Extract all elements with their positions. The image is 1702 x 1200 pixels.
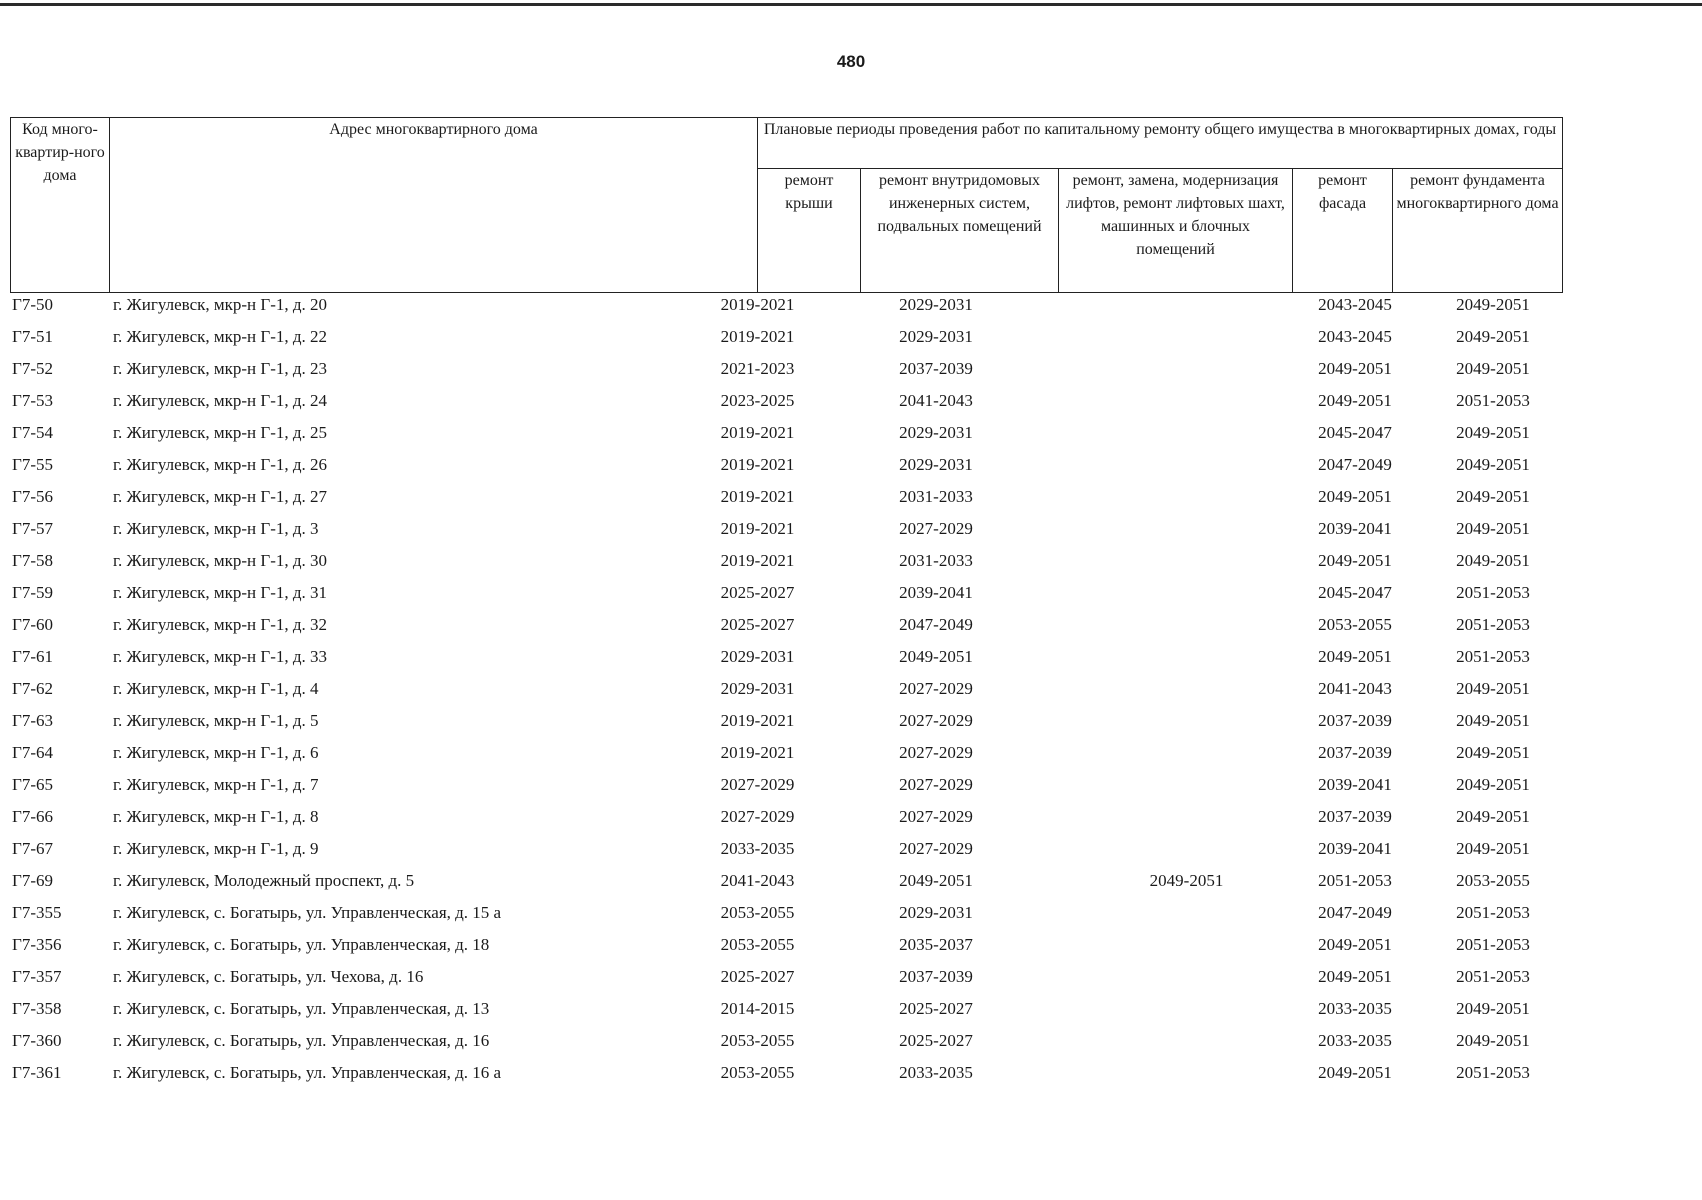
table-row bbox=[10, 547, 1562, 579]
cell-code: Г7-67 bbox=[12, 839, 53, 858]
cell-facade: 2049-2051 bbox=[1318, 1063, 1392, 1082]
cell-roof: 2053-2055 bbox=[720, 903, 795, 922]
cell-facade: 2049-2051 bbox=[1318, 967, 1392, 986]
cell-systems: 2047-2049 bbox=[899, 615, 973, 634]
cell-address: г. Жигулевск, мкр-н Г-1, д. 23 bbox=[113, 359, 328, 378]
cell-foundation: 2051-2053 bbox=[1456, 647, 1530, 666]
header-systems: ремонт внутридомовых инженерных систем, подвальных помещений bbox=[861, 169, 1059, 293]
table-header bbox=[10, 117, 1563, 293]
cell-foundation: 2049-2051 bbox=[1456, 743, 1530, 762]
cell-code: Г7-52 bbox=[12, 359, 53, 378]
cell-systems: 2049-2051 bbox=[899, 647, 973, 666]
cell-facade: 2049-2051 bbox=[1318, 551, 1392, 570]
cell-address: г. Жигулевск, с. Богатырь, ул. Управленческая, д. 15 а bbox=[113, 903, 502, 922]
cell-systems: 2037-2039 bbox=[899, 359, 973, 378]
cell-systems: 2027-2029 bbox=[899, 679, 973, 698]
cell-address: г. Жигулевск, мкр-н Г-1, д. 20 bbox=[113, 295, 328, 314]
cell-code: Г7-50 bbox=[12, 295, 53, 314]
cell-systems: 2027-2029 bbox=[899, 743, 973, 762]
table-row bbox=[10, 931, 1562, 963]
cell-foundation: 2049-2051 bbox=[1456, 551, 1530, 570]
cell-code: Г7-53 bbox=[12, 391, 53, 410]
cell-address: г. Жигулевск, мкр-н Г-1, д. 4 bbox=[113, 679, 319, 698]
table-row bbox=[10, 291, 1562, 323]
cell-systems: 2027-2029 bbox=[899, 711, 973, 730]
cell-foundation: 2049-2051 bbox=[1456, 423, 1530, 442]
table-row bbox=[10, 675, 1562, 707]
table-row bbox=[10, 899, 1562, 931]
cell-address: г. Жигулевск, мкр-н Г-1, д. 31 bbox=[113, 583, 328, 602]
header-roof: ремонт крыши bbox=[758, 169, 861, 293]
page-number: 480 bbox=[836, 52, 866, 71]
cell-code: Г7-63 bbox=[12, 711, 53, 730]
cell-roof: 2053-2055 bbox=[720, 1063, 795, 1082]
cell-address: г. Жигулевск, с. Богатырь, ул. Управленческая, д. 13 bbox=[113, 999, 490, 1018]
cell-foundation: 2049-2051 bbox=[1456, 775, 1530, 794]
cell-code: Г7-357 bbox=[12, 967, 62, 986]
cell-facade: 2049-2051 bbox=[1318, 487, 1392, 506]
cell-roof: 2053-2055 bbox=[720, 935, 795, 954]
cell-facade: 2043-2045 bbox=[1318, 327, 1392, 346]
cell-foundation: 2051-2053 bbox=[1456, 1063, 1530, 1082]
cell-facade: 2051-2053 bbox=[1318, 871, 1392, 890]
cell-roof: 2019-2021 bbox=[720, 487, 795, 506]
cell-facade: 2041-2043 bbox=[1318, 679, 1392, 698]
cell-address: г. Жигулевск, мкр-н Г-1, д. 26 bbox=[113, 455, 328, 474]
cell-foundation: 2049-2051 bbox=[1456, 807, 1530, 826]
cell-code: Г7-69 bbox=[12, 871, 53, 890]
header-foundation: ремонт фундамента многоквартирного дома bbox=[1393, 169, 1563, 293]
cell-code: Г7-64 bbox=[12, 743, 53, 762]
cell-foundation: 2051-2053 bbox=[1456, 935, 1530, 954]
table-row bbox=[10, 387, 1562, 419]
cell-facade: 2039-2041 bbox=[1318, 839, 1392, 858]
cell-systems: 2039-2041 bbox=[899, 583, 973, 602]
cell-systems: 2029-2031 bbox=[899, 423, 973, 442]
table-row bbox=[10, 707, 1562, 739]
cell-address: г. Жигулевск, с. Богатырь, ул. Управленческая, д. 16 bbox=[113, 1031, 490, 1050]
cell-facade: 2047-2049 bbox=[1318, 903, 1392, 922]
cell-foundation: 2051-2053 bbox=[1456, 615, 1530, 634]
cell-foundation: 2049-2051 bbox=[1456, 679, 1530, 698]
cell-address: г. Жигулевск, мкр-н Г-1, д. 22 bbox=[113, 327, 328, 346]
cell-address: г. Жигулевск, мкр-н Г-1, д. 24 bbox=[113, 391, 328, 410]
table-row bbox=[10, 355, 1562, 387]
cell-facade: 2045-2047 bbox=[1318, 583, 1392, 602]
cell-roof: 2019-2021 bbox=[720, 743, 795, 762]
cell-facade: 2049-2051 bbox=[1318, 647, 1392, 666]
cell-facade: 2037-2039 bbox=[1318, 807, 1392, 826]
cell-systems: 2035-2037 bbox=[899, 935, 973, 954]
cell-systems: 2031-2033 bbox=[899, 487, 973, 506]
cell-address: г. Жигулевск, мкр-н Г-1, д. 25 bbox=[113, 423, 328, 442]
cell-facade: 2037-2039 bbox=[1318, 743, 1392, 762]
table-row bbox=[10, 995, 1562, 1027]
cell-foundation: 2049-2051 bbox=[1456, 711, 1530, 730]
cell-systems: 2029-2031 bbox=[899, 327, 973, 346]
table-row bbox=[10, 835, 1562, 867]
cell-foundation: 2049-2051 bbox=[1456, 295, 1530, 314]
header-lifts: ремонт, замена, модернизация лифтов, ремонт лифтовых шахт, машинных и блочных помещений bbox=[1059, 169, 1293, 293]
cell-code: Г7-358 bbox=[12, 999, 62, 1018]
cell-roof: 2025-2027 bbox=[720, 967, 795, 986]
cell-facade: 2043-2045 bbox=[1318, 295, 1392, 314]
cell-code: Г7-356 bbox=[12, 935, 62, 954]
cell-roof: 2019-2021 bbox=[720, 519, 795, 538]
header-code: Код много-квартир-ного дома bbox=[11, 118, 110, 293]
cell-roof: 2033-2035 bbox=[720, 839, 795, 858]
cell-address: г. Жигулевск, мкр-н Г-1, д. 9 bbox=[113, 839, 319, 858]
table-body bbox=[10, 291, 1562, 1091]
cell-roof: 2019-2021 bbox=[720, 551, 795, 570]
table-row bbox=[10, 803, 1562, 835]
cell-foundation: 2051-2053 bbox=[1456, 967, 1530, 986]
cell-foundation: 2049-2051 bbox=[1456, 455, 1530, 474]
cell-facade: 2047-2049 bbox=[1318, 455, 1392, 474]
cell-code: Г7-58 bbox=[12, 551, 53, 570]
cell-systems: 2041-2043 bbox=[899, 391, 973, 410]
cell-foundation: 2049-2051 bbox=[1456, 327, 1530, 346]
cell-code: Г7-66 bbox=[12, 807, 53, 826]
cell-facade: 2049-2051 bbox=[1318, 359, 1392, 378]
cell-foundation: 2049-2051 bbox=[1456, 359, 1530, 378]
cell-systems: 2027-2029 bbox=[899, 519, 973, 538]
cell-roof: 2019-2021 bbox=[720, 295, 795, 314]
cell-address: г. Жигулевск, мкр-н Г-1, д. 32 bbox=[113, 615, 328, 634]
cell-address: г. Жигулевск, мкр-н Г-1, д. 8 bbox=[113, 807, 319, 826]
cell-foundation: 2053-2055 bbox=[1456, 871, 1530, 890]
cell-address: г. Жигулевск, мкр-н Г-1, д. 30 bbox=[113, 551, 328, 570]
cell-systems: 2029-2031 bbox=[899, 903, 973, 922]
cell-foundation: 2051-2053 bbox=[1456, 583, 1530, 602]
cell-facade: 2053-2055 bbox=[1318, 615, 1392, 634]
cell-facade: 2039-2041 bbox=[1318, 519, 1392, 538]
cell-roof: 2019-2021 bbox=[720, 423, 795, 442]
cell-roof: 2029-2031 bbox=[720, 679, 795, 698]
cell-address: г. Жигулевск, с. Богатырь, ул. Чехова, д. 16 bbox=[113, 967, 424, 986]
cell-systems: 2027-2029 bbox=[899, 775, 973, 794]
cell-foundation: 2049-2051 bbox=[1456, 519, 1530, 538]
cell-facade: 2033-2035 bbox=[1318, 1031, 1392, 1050]
table-row bbox=[10, 771, 1562, 803]
cell-facade: 2045-2047 bbox=[1318, 423, 1392, 442]
cell-roof: 2025-2027 bbox=[720, 583, 795, 602]
cell-roof: 2025-2027 bbox=[720, 615, 795, 634]
cell-systems: 2029-2031 bbox=[899, 455, 973, 474]
cell-code: Г7-57 bbox=[12, 519, 53, 538]
cell-systems: 2027-2029 bbox=[899, 807, 973, 826]
cell-address: г. Жигулевск, мкр-н Г-1, д. 27 bbox=[113, 487, 328, 506]
cell-facade: 2049-2051 bbox=[1318, 935, 1392, 954]
cell-lifts: 2049-2051 bbox=[1149, 871, 1224, 890]
cell-address: г. Жигулевск, мкр-н Г-1, д. 5 bbox=[113, 711, 319, 730]
cell-code: Г7-360 bbox=[12, 1031, 62, 1050]
cell-foundation: 2049-2051 bbox=[1456, 999, 1530, 1018]
cell-facade: 2037-2039 bbox=[1318, 711, 1392, 730]
cell-roof: 2019-2021 bbox=[720, 455, 795, 474]
cell-roof: 2027-2029 bbox=[720, 775, 795, 794]
header-address: Адрес многоквартирного дома bbox=[110, 118, 758, 293]
table-row bbox=[10, 579, 1562, 611]
cell-roof: 2019-2021 bbox=[720, 711, 795, 730]
cell-foundation: 2049-2051 bbox=[1456, 487, 1530, 506]
cell-foundation: 2049-2051 bbox=[1456, 839, 1530, 858]
cell-foundation: 2049-2051 bbox=[1456, 1031, 1530, 1050]
cell-code: Г7-59 bbox=[12, 583, 53, 602]
cell-systems: 2025-2027 bbox=[899, 999, 973, 1018]
cell-address: г. Жигулевск, мкр-н Г-1, д. 7 bbox=[113, 775, 319, 794]
cell-facade: 2049-2051 bbox=[1318, 391, 1392, 410]
cell-foundation: 2051-2053 bbox=[1456, 391, 1530, 410]
cell-code: Г7-51 bbox=[12, 327, 53, 346]
table-row bbox=[10, 419, 1562, 451]
cell-roof: 2027-2029 bbox=[720, 807, 795, 826]
table-row bbox=[10, 1059, 1562, 1091]
cell-code: Г7-61 bbox=[12, 647, 53, 666]
cell-address: г. Жигулевск, Молодежный проспект, д. 5 bbox=[113, 871, 415, 890]
cell-systems: 2049-2051 bbox=[899, 871, 973, 890]
cell-address: г. Жигулевск, мкр-н Г-1, д. 3 bbox=[113, 519, 319, 538]
cell-facade: 2039-2041 bbox=[1318, 775, 1392, 794]
cell-systems: 2025-2027 bbox=[899, 1031, 973, 1050]
table-row bbox=[10, 515, 1562, 547]
table-row bbox=[10, 323, 1562, 355]
cell-systems: 2037-2039 bbox=[899, 967, 973, 986]
cell-systems: 2027-2029 bbox=[899, 839, 973, 858]
cell-code: Г7-54 bbox=[12, 423, 53, 442]
header-periods: Плановые периоды проведения работ по капитальному ремонту общего имущества в многоквартирных домах, годы bbox=[758, 118, 1563, 169]
table-row bbox=[10, 483, 1562, 515]
cell-code: Г7-55 bbox=[12, 455, 53, 474]
cell-code: Г7-355 bbox=[12, 903, 62, 922]
table-row bbox=[10, 739, 1562, 771]
cell-systems: 2033-2035 bbox=[899, 1063, 973, 1082]
cell-facade: 2033-2035 bbox=[1318, 999, 1392, 1018]
cell-foundation: 2051-2053 bbox=[1456, 903, 1530, 922]
cell-roof: 2053-2055 bbox=[720, 1031, 795, 1050]
cell-systems: 2029-2031 bbox=[899, 295, 973, 314]
table-row bbox=[10, 611, 1562, 643]
cell-roof: 2019-2021 bbox=[720, 327, 795, 346]
top-rule bbox=[0, 3, 1702, 6]
cell-address: г. Жигулевск, мкр-н Г-1, д. 33 bbox=[113, 647, 328, 666]
cell-address: г. Жигулевск, мкр-н Г-1, д. 6 bbox=[113, 743, 319, 762]
cell-roof: 2029-2031 bbox=[720, 647, 795, 666]
cell-roof: 2023-2025 bbox=[720, 391, 795, 410]
cell-address: г. Жигулевск, с. Богатырь, ул. Управленческая, д. 16 а bbox=[113, 1063, 502, 1082]
cell-code: Г7-361 bbox=[12, 1063, 62, 1082]
header-facade: ремонт фасада bbox=[1293, 169, 1393, 293]
cell-systems: 2031-2033 bbox=[899, 551, 973, 570]
cell-roof: 2014-2015 bbox=[720, 999, 795, 1018]
table-row bbox=[10, 867, 1562, 899]
cell-roof: 2021-2023 bbox=[720, 359, 795, 378]
cell-address: г. Жигулевск, с. Богатырь, ул. Управленческая, д. 18 bbox=[113, 935, 490, 954]
table-row bbox=[10, 451, 1562, 483]
cell-code: Г7-65 bbox=[12, 775, 53, 794]
cell-roof: 2041-2043 bbox=[720, 871, 795, 890]
cell-code: Г7-62 bbox=[12, 679, 53, 698]
cell-code: Г7-56 bbox=[12, 487, 53, 506]
table-row bbox=[10, 963, 1562, 995]
table-row bbox=[10, 1027, 1562, 1059]
table-row bbox=[10, 643, 1562, 675]
cell-code: Г7-60 bbox=[12, 615, 53, 634]
